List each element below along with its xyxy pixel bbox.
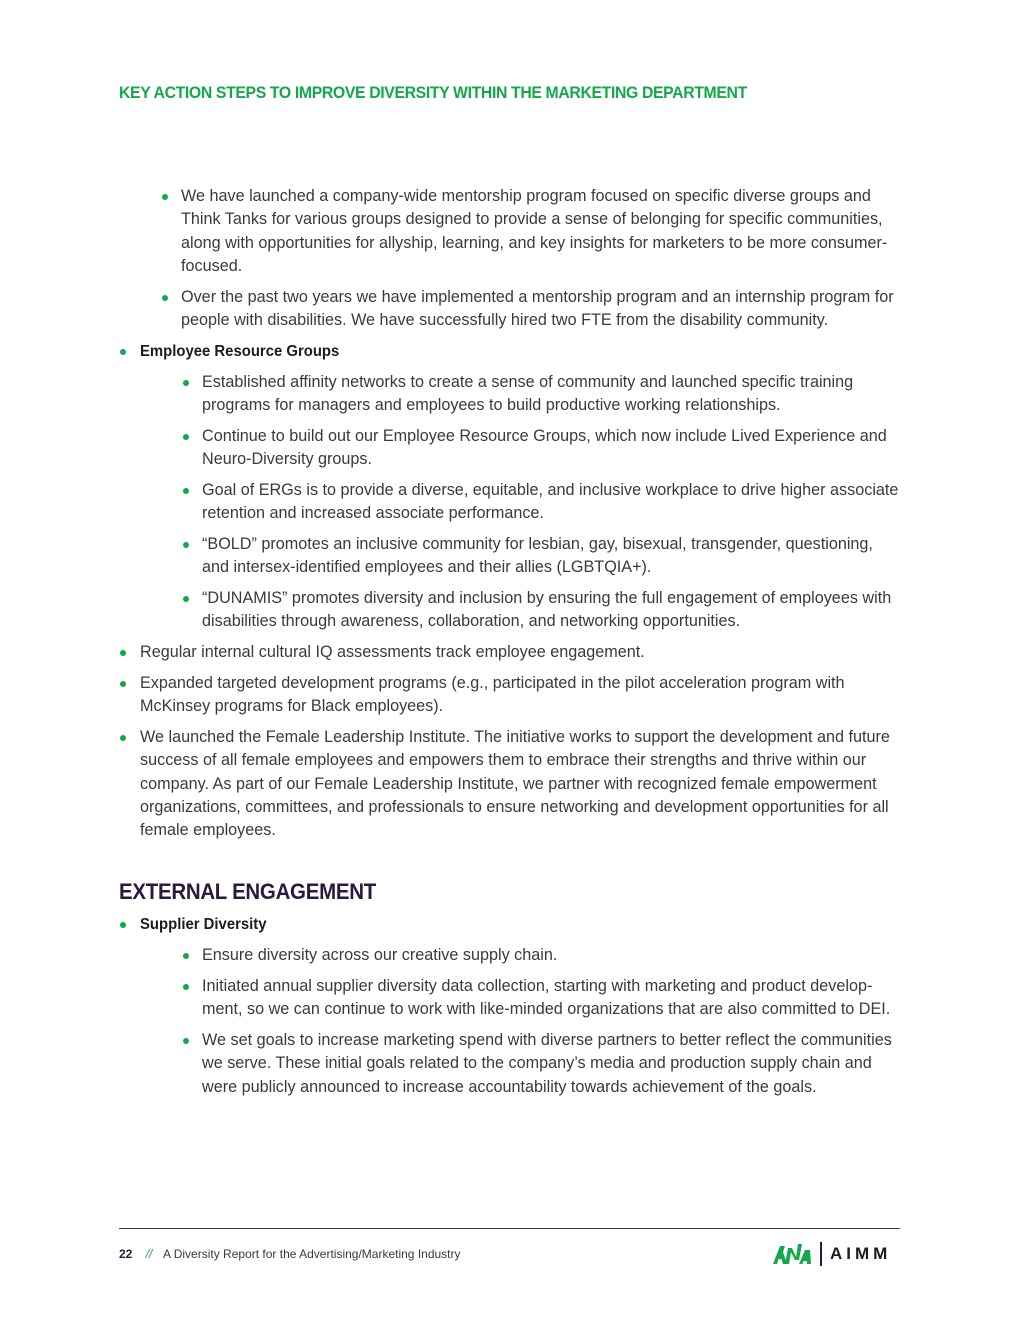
ana-logo-icon [772,1243,812,1265]
list-item: Over the past two years we have implemented a mentorship program and an internship program for people with disabilities. We have successfully hired two FTE from the disability community. [119,286,901,333]
primary-bullet-list [119,340,901,843]
list-item: Ensure diversity across our creative supply chain. [140,944,901,967]
list-item: Established affinity networks to create a sense of community and launched specific training programs for managers and employees to build productive working relationships. [140,371,901,418]
list-item: Initiated annual supplier diversity data collection, starting with marketing and product develop-ment, so we can continue to work with like-minded organizations that are also committed to DEI. [140,975,901,1022]
footer-separator: // [145,1247,153,1261]
supplier-diversity-title: Supplier Diversity [140,916,267,934]
list-item: Goal of ERGs is to provide a diverse, equitable, and inclusive workplace to drive higher associate retention and increased associate performance. [140,479,901,526]
main-content [119,185,901,1107]
list-item: We set goals to increase marketing spend with diverse partners to better reflect the communities we serve. These initial goals related to the company’s media and production supply chain and were publicly announced to increase accountability towards achievement of the goals. [140,1029,901,1099]
supplier-diversity-section [119,913,901,1099]
external-engagement-title: EXTERNAL ENGAGEMENT [119,879,376,905]
list-item: “DUNAMIS” promotes diversity and inclusion by ensuring the full engagement of employees with disabilities through awareness, collaboration, and networking opportunities. [140,587,901,634]
intro-bullet-list [119,185,901,332]
list-item: Continue to build out our Employee Resource Groups, which now include Lived Experience and Neuro-Diversity groups. [140,425,901,472]
list-item: “BOLD” promotes an inclusive community for lesbian, gay, bisexual, transgender, questioning, and intersex-identified employees and their allies (LGBTQIA+). [140,533,901,580]
erg-section [119,340,901,634]
logo-divider [820,1242,822,1266]
list-item: Expanded targeted development programs (e.g., participated in the pilot acceleration program with McKinsey programs for Black employees). [119,672,901,719]
erg-bullet-list [140,371,901,634]
erg-title: Employee Resource Groups [140,342,340,360]
list-item: We launched the Female Leadership Institute. The initiative works to support the development and future success of all female employees and empowers them to embrace their strengths and thrive within our company. As part of our Female Leadership Institute, we partner with recognized female empowerment organizations, committees, and professionals to ensure networking and development opportunities for all female employees. [119,726,901,842]
list-item: Regular internal cultural IQ assessments track employee engagement. [119,641,901,664]
footer [119,1247,461,1261]
aimm-logo: AIMM [830,1244,892,1263]
footer-logos [772,1240,891,1268]
page-heading: KEY ACTION STEPS TO IMPROVE DIVERSITY WITHIN THE MARKETING DEPARTMENT [119,83,747,102]
publication-title: A Diversity Report for the Advertising/Marketing Industry [163,1247,461,1261]
supplier-bullet-list [140,944,901,1099]
external-bullet-list [119,913,901,1099]
footer-divider [119,1228,900,1229]
page-number: 22 [119,1247,133,1261]
list-item: We have launched a company-wide mentorship program focused on specific diverse groups and Think Tanks for various groups designed to provide a sense of belonging for specific communities, along with opportunities for allyship, learning, and key insights for marketers to be more consumer-focused. [119,185,901,278]
